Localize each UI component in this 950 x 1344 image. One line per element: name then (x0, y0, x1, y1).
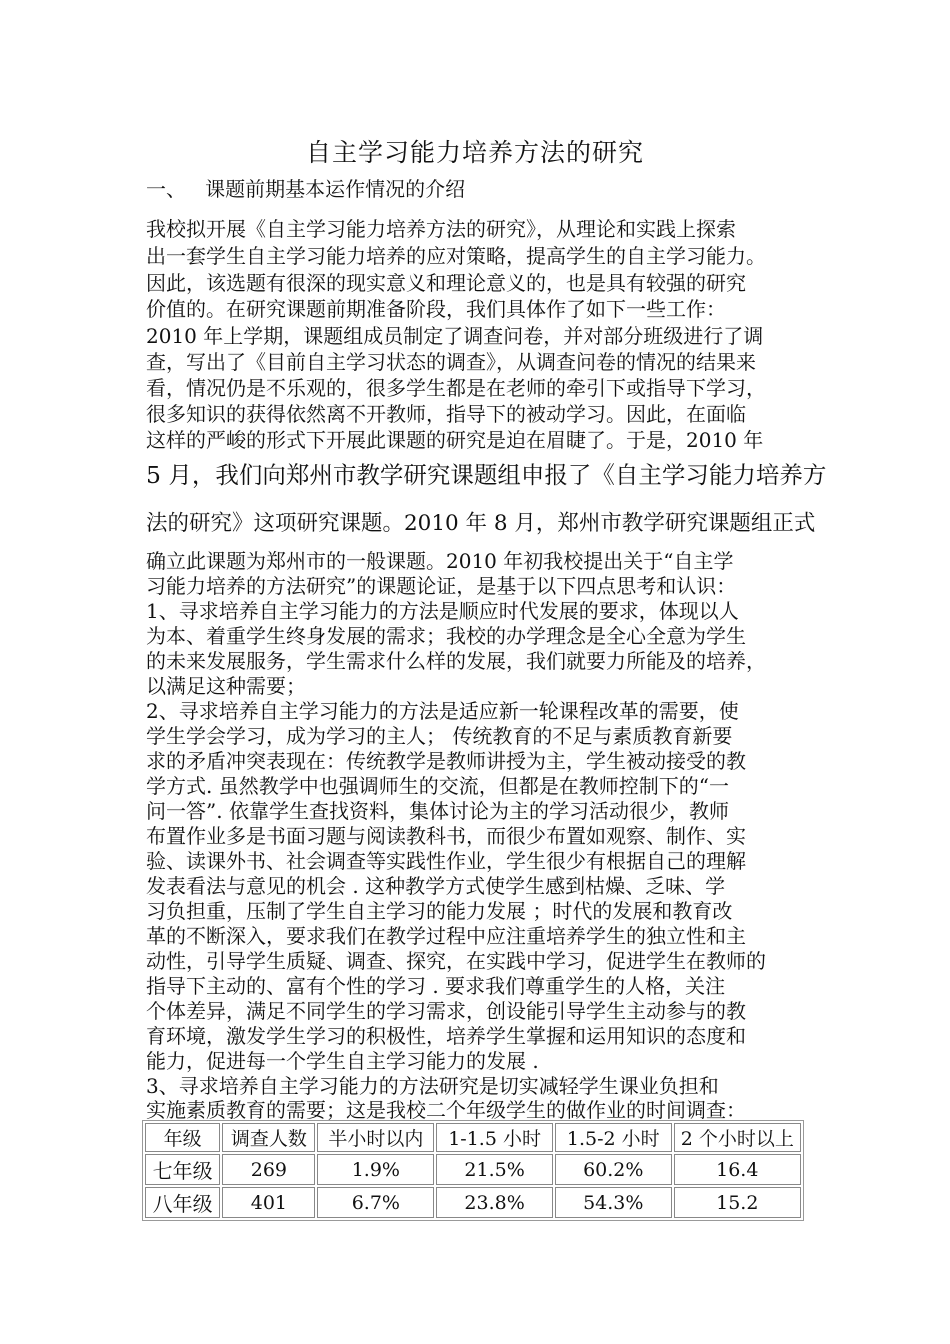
body-line: 2010 年上学期，课题组成员制定了调查问卷，并对部分班级进行了调 (146, 324, 764, 348)
body-line: 动性，引导学生质疑、调查、探究，在实践中学习，促进学生在教师的 (146, 949, 766, 973)
table-header-cell: 1-1.5 小时 (436, 1123, 553, 1152)
body-line: 发表看法与意见的机会 . 这种教学方式使学生感到枯燥、乏味、学 (146, 874, 726, 898)
table-cell: 269 (222, 1154, 315, 1185)
body-line: 价值的。在研究课题前期准备阶段，我们具体作了如下一些工作： (146, 297, 726, 321)
table-header-cell: 年级 (145, 1123, 220, 1152)
body-line: 求的矛盾冲突表现在：传统教学是教师讲授为主，学生被动接受的教 (146, 749, 746, 773)
body-line: 实施素质教育的需要；这是我校二个年级学生的做作业的时间调查： (146, 1098, 746, 1122)
body-line: 3、寻求培养自主学习能力的方法研究是切实减轻学生课业负担和 (146, 1074, 719, 1098)
table-row (145, 1154, 801, 1185)
table-cell: 八年级 (145, 1187, 220, 1218)
body-line: 个体差异，满足不同学生的学习需求，创设能引导学生主动参与的教 (146, 999, 746, 1023)
body-line: 的未来发展服务，学生需求什么样的发展，我们就要力所能及的培养， (146, 649, 766, 673)
body-line: 能力，促进每一个学生自主学习能力的发展 . (146, 1049, 539, 1073)
body-line: 5 月，我们向郑州市教学研究课题组申报了《自主学习能力培养方 (146, 461, 827, 489)
body-line: 因此，该选题有很深的现实意义和理论意义的，也是具有较强的研究 (146, 271, 746, 295)
body-line: 以满足这种需要； (146, 674, 306, 698)
body-line: 问一答”. 依靠学生查找资料，集体讨论为主的学习活动很少，教师 (146, 799, 729, 823)
table-header-row (145, 1123, 801, 1152)
body-line: 布置作业多是书面习题与阅读教科书，而很少布置如观察、制作、实 (146, 824, 746, 848)
body-line: 为本、着重学生终身发展的需求；我校的办学理念是全心全意为学生 (146, 624, 746, 648)
table-cell: 23.8% (436, 1187, 553, 1218)
table-cell: 60.2% (555, 1154, 672, 1185)
body-line: 我校拟开展《自主学习能力培养方法的研究》，从理论和实践上探索 (146, 217, 736, 241)
body-line: 确立此课题为郑州市的一般课题。2010 年初我校提出关于“自主学 (146, 549, 734, 573)
body-line: 出一套学生自主学习能力培养的应对策略，提高学生的自主学习能力。 (146, 244, 766, 268)
table-cell: 16.4 (674, 1154, 801, 1185)
body-line: 革的不断深入，要求我们在教学过程中应注重培养学生的独立性和主 (146, 924, 746, 948)
body-line: 法的研究》这项研究课题。2010 年 8 月，郑州市教学研究课题组正式 (146, 511, 816, 536)
body-line: 学生学会学习，成为学习的主人； 传统教育的不足与素质教育新要 (146, 724, 733, 748)
body-line: 育环境，激发学生学习的积极性，培养学生掌握和运用知识的态度和 (146, 1024, 746, 1048)
table-header-cell: 半小时以内 (317, 1123, 434, 1152)
table-cell: 21.5% (436, 1154, 553, 1185)
table-cell: 七年级 (145, 1154, 220, 1185)
body-line: 很多知识的获得依然离不开教师，指导下的被动学习。因此，在面临 (146, 402, 746, 426)
table-cell: 401 (222, 1187, 315, 1218)
table-cell: 54.3% (555, 1187, 672, 1218)
section-heading: 一、 课题前期基本运作情况的介绍 (146, 177, 466, 201)
body-line: 指导下主动的、富有个性的学习 . 要求我们尊重学生的人格，关注 (146, 974, 726, 998)
table-cell: 15.2 (674, 1187, 801, 1218)
body-line: 2、寻求培养自主学习能力的方法是适应新一轮课程改革的需要，使 (146, 699, 739, 723)
body-line: 习负担重，压制了学生自主学习的能力发展 ；时代的发展和教育改 (146, 899, 733, 923)
table-header-cell: 2 个小时以上 (674, 1123, 801, 1152)
table-cell: 6.7% (317, 1187, 434, 1218)
homework-time-survey-table (142, 1120, 804, 1221)
table-row (145, 1187, 801, 1218)
body-line: 学方式. 虽然教学中也强调师生的交流，但都是在教师控制下的“一 (146, 774, 729, 798)
body-line: 查，写出了《目前自主学习状态的调查》，从调查问卷的情况的结果来 (146, 350, 756, 374)
document-title: 自主学习能力培养方法的研究 (305, 138, 644, 167)
body-line: 这样的严峻的形式下开展此课题的研究是迫在眉睫了。于是，2010 年 (146, 428, 764, 452)
body-line: 1、寻求培养自主学习能力的方法是顺应时代发展的要求，体现以人 (146, 599, 739, 623)
table-cell: 1.9% (317, 1154, 434, 1185)
body-line: 验、读课外书、社会调查等实践性作业，学生很少有根据自己的理解 (146, 849, 746, 873)
body-line: 习能力培养的方法研究”的课题论证，是基于以下四点思考和认识： (146, 574, 737, 598)
table-header-cell: 1.5-2 小时 (555, 1123, 672, 1152)
body-line: 看，情况仍是不乐观的，很多学生都是在老师的牵引下或指导下学习， (146, 376, 766, 400)
table-header-cell: 调查人数 (222, 1123, 315, 1152)
